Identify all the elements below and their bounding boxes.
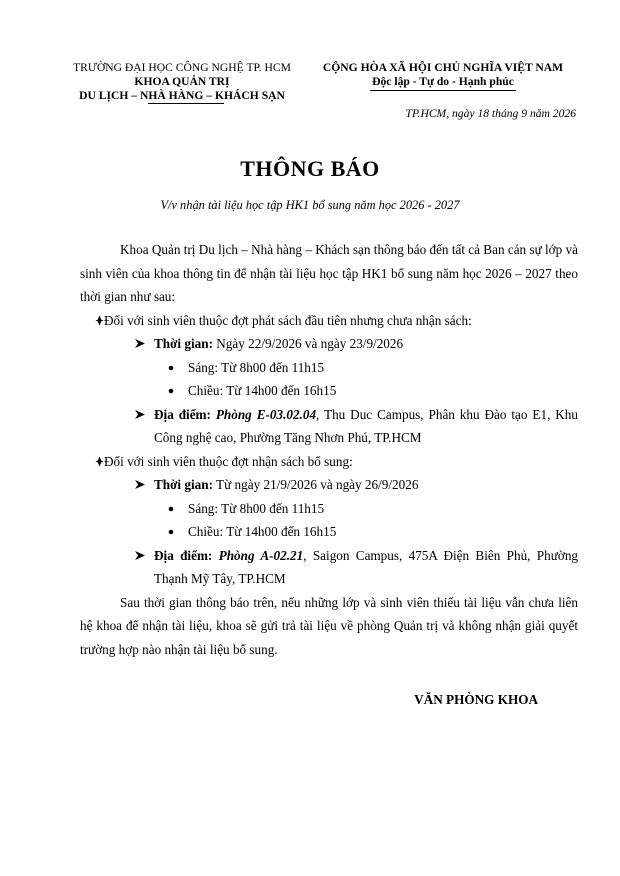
slot-item <box>80 497 578 521</box>
issue-date: TP.HCM, ngày 18 tháng 9 năm 2026 <box>405 107 576 120</box>
slot-item <box>80 520 578 544</box>
arrow-bullet-icon <box>134 544 146 567</box>
department-name: DU LỊCH – NHÀ HÀNG – KHÁCH SẠN <box>79 89 285 102</box>
time-value: Ngày 22/9/2026 và ngày 23/9/2026 <box>212 336 404 351</box>
section-heading: Đối với sinh viên thuộc đợt phát sách đầu tiên nhưng chưa nhận sách: <box>104 312 472 328</box>
arrow-bullet-icon <box>134 473 146 496</box>
dot-bullet-icon <box>168 520 176 543</box>
place-address: , Thu Duc Campus, Phân khu Đào tạo E1, Khu Công nghệ cao, Phường Tăng Nhơn Phú, TP.HCM <box>154 406 578 445</box>
place-item <box>80 544 578 591</box>
time-label: Thời gian: <box>154 477 213 492</box>
place-address: , Saigon Campus, 475A Điện Biên Phủ, Phường Thạnh Mỹ Tây, TP.HCM <box>154 547 579 586</box>
diamond-bullet-icon <box>94 450 105 473</box>
time-value: Từ ngày 21/9/2026 và ngày 26/9/2026 <box>212 477 419 492</box>
place-room: Phòng E-03.02.04 <box>215 406 317 422</box>
closing-paragraph: Sau thời gian thông báo trên, nếu những lớp và sinh viên thiếu tài liệu vẫn chưa liên hệ khoa để nhận tài liệu, khoa sẽ gửi trả tài liệu về phòng Quản trị và không nhận giải quyết trường hợp nào nhận tài liệu bổ sung. <box>80 594 578 657</box>
time-item <box>80 332 578 356</box>
faculty-name: KHOA QUẢN TRỊ <box>134 75 230 88</box>
document-subtitle: V/v nhận tài liệu học tập HK1 bổ sung năm học 2026 - 2027 <box>160 198 460 212</box>
slot-text: Sáng: Từ 8h00 đến 11h15 <box>188 500 325 516</box>
diamond-bullet-icon <box>94 309 105 332</box>
national-header <box>312 61 574 89</box>
time-item <box>80 473 578 497</box>
slot-text: Chiều: Từ 14h00 đến 16h15 <box>188 383 337 398</box>
intro-paragraph: Khoa Quản trị Du lịch – Nhà hàng – Khách sạn thông báo đến tất cả Ban cán sự lớp và sinh viên của khoa thông tin để nhận tài liệu học tập HK1 bổ sung năm học 2026 – 2027 theo thời gian như sau: <box>80 242 578 304</box>
document-body <box>80 238 578 661</box>
dot-bullet-icon <box>168 497 176 520</box>
header-left-underline <box>148 103 224 104</box>
header-right-underline <box>370 90 516 91</box>
slot-item <box>80 379 578 403</box>
dot-bullet-icon <box>168 379 176 402</box>
arrow-bullet-icon <box>134 403 146 426</box>
place-item <box>80 403 578 450</box>
section-2 <box>80 450 578 474</box>
arrow-bullet-icon <box>134 332 146 355</box>
slot-text: Sáng: Từ 8h00 đến 11h15 <box>188 359 325 375</box>
slot-text: Chiều: Từ 14h00 đến 16h15 <box>188 524 337 539</box>
place-label: Địa điểm: <box>154 406 211 422</box>
slot-item <box>80 356 578 380</box>
section-1 <box>80 309 578 333</box>
national-motto: Độc lập - Tự do - Hạnh phúc <box>372 75 514 88</box>
document-title: THÔNG BÁO <box>240 156 380 181</box>
university-name: TRƯỜNG ĐẠI HỌC CÔNG NGHỆ TP. HCM <box>73 61 291 74</box>
time-label: Thời gian: <box>154 336 213 351</box>
signature-block: VĂN PHÒNG KHOA <box>414 692 538 707</box>
country-name: CỘNG HÒA XÃ HỘI CHỦ NGHĨA VIỆT NAM <box>322 61 564 74</box>
section-heading: Đối với sinh viên thuộc đợt nhận sách bổ sung: <box>104 453 353 469</box>
organization-header <box>62 61 302 103</box>
dot-bullet-icon <box>168 356 176 379</box>
place-label: Địa điểm: <box>154 547 213 563</box>
place-room: Phòng A-02.21 <box>218 547 304 563</box>
